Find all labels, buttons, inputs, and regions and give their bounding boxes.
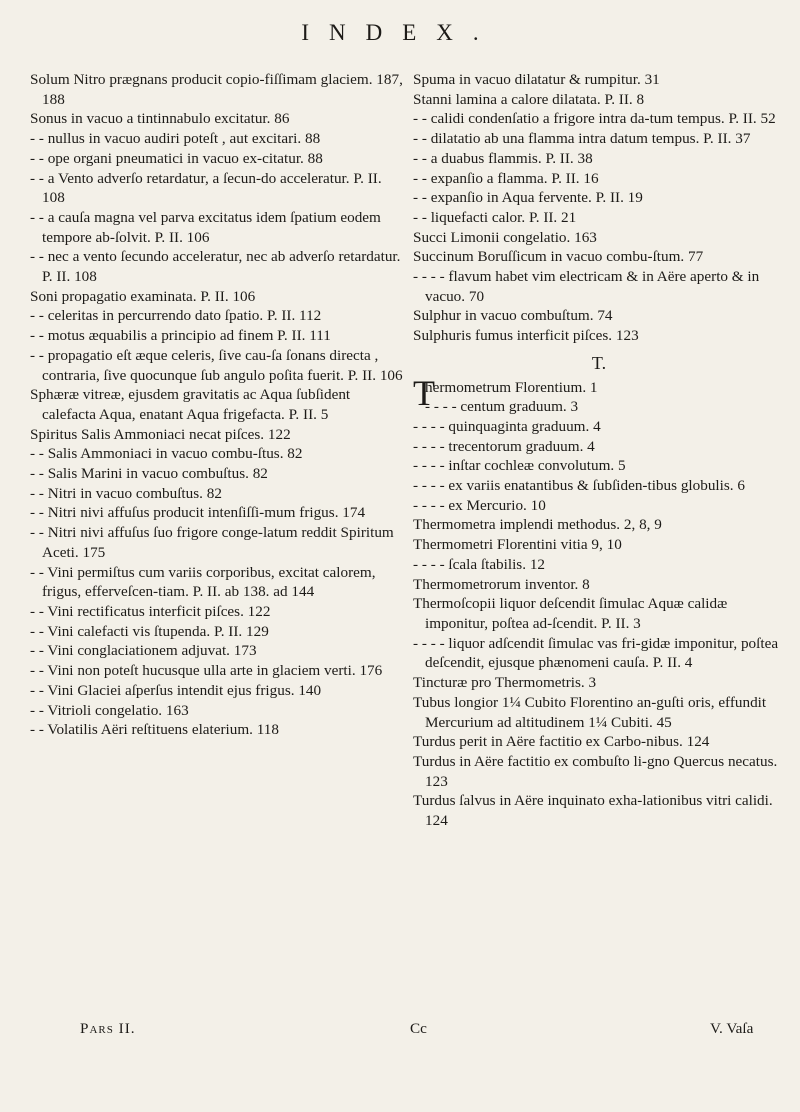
index-entry: - - - - ex variis enatantibus & ſubſiden-tibus globulis. 6 xyxy=(413,477,745,495)
index-entry: Thermoſcopii liquor deſcendit ſimulac Aquæ calidæ imponitur, poſtea ad-ſcendit. P. II. 3 xyxy=(413,595,728,632)
index-entry: - - a Vento adverſo retardatur, a ſecun-do acceleratur. P. II. 108 xyxy=(30,169,382,207)
index-entry: - - Volatilis Aëri reſtituens elaterium. 118 xyxy=(30,721,279,739)
index-entry: - - nullus in vacuo audiri poteſt , aut excitari. 88 xyxy=(30,130,321,148)
index-entry: - - Vini Glaciei aſperſus intendit ejus frigus. 140 xyxy=(30,681,322,699)
index-entry: - - ope organi pneumatici in vacuo ex-citatur. 88 xyxy=(30,149,323,167)
index-entry: Thermometri Florentini vitia 9, 10 xyxy=(413,536,622,554)
index-entry: - - a duabus flammis. P. II. 38 xyxy=(413,149,593,167)
index-entry: - - - - trecentorum graduum. 4 xyxy=(413,437,595,455)
index-entry: Solum Nitro prægnans producit copio-fiſſimam glaciem. 187, 188 xyxy=(30,71,403,108)
index-entry: - - a cauſa magna vel parva excitatus idem ſpatium eodem tempore ab-ſolvit. P. II. 106 xyxy=(30,208,381,246)
signature-mark: Cc xyxy=(410,1020,427,1037)
index-entry: - - Vini non poteſt hucusque ulla arte in glaciem verti. 176 xyxy=(30,662,383,680)
index-entry: - - Salis Ammoniaci in vacuo combu-ſtus. 82 xyxy=(30,445,303,463)
index-entry: - - Vini calefacti vis ſtupenda. P. II. 129 xyxy=(30,622,269,640)
index-entry: Sonus in vacuo a tintinnabulo excitatur. 86 xyxy=(30,110,290,128)
index-entry: Succinum Boruſſicum in vacuo combu-ſtum. 77 xyxy=(413,248,704,266)
index-entry: - - dilatatio ab una flamma intra datum tempus. P. II. 37 xyxy=(413,130,751,148)
index-entry: Tubus longior 1¼ Cubito Florentino an-guſti oris, effundit Mercurium ad altitudinem 1¼ Cubiti. 45 xyxy=(413,693,767,731)
index-entry: Stanni lamina a calore dilatata. P. II. 8 xyxy=(413,90,645,108)
index-entry: Sulphuris fumus interficit piſces. 123 xyxy=(413,327,639,345)
right-column xyxy=(413,70,785,831)
page-title: INDEX. xyxy=(301,20,499,45)
index-entry: - - Salis Marini in vacuo combuſtus. 82 xyxy=(30,465,268,483)
index-entry: - - expanſio in Aqua fervente. P. II. 19 xyxy=(413,189,643,207)
signature-label: Pars II. xyxy=(80,1020,136,1037)
index-entry: Turdus perit in Aëre factitio ex Carbo-nibus. 124 xyxy=(413,733,710,751)
index-entry: - - - - ſcala ſtabilis. 12 xyxy=(413,555,546,573)
index-entry: - - Vini rectificatus interficit piſces. 122 xyxy=(30,602,271,620)
index-entry: - - propagatio eſt æque celeris, ſive cau-ſa ſonans directa , contraria, ſive quocunque ſub angulo poſita fuerit. P. II. 106 xyxy=(30,346,403,384)
index-entry: Turdus ſalvus in Aëre inquinato exha-lationibus vitri calidi. 124 xyxy=(413,792,773,830)
index-entry: Tincturæ pro Thermometris. 3 xyxy=(413,674,597,692)
index-entry: - - motus æquabilis a principio ad finem P. II. 111 xyxy=(30,327,331,345)
index-entry: Turdus in Aëre factitio ex combuſto li-gno Quercus necatus. 123 xyxy=(413,752,778,790)
index-entry: Thermometrum Florentium. 1 xyxy=(413,372,598,413)
index-entry: - - expanſio a flamma. P. II. 16 xyxy=(413,169,599,187)
index-entry: Spuma in vacuo dilatatur & rumpitur. 31 xyxy=(413,71,660,88)
index-entry: - - - - centum graduum. 3 xyxy=(425,398,579,416)
index-entry: Thermometrorum inventor. 8 xyxy=(413,575,590,593)
index-entry: Succi Limonii congelatio. 163 xyxy=(413,228,597,246)
index-entry: - - - - ex Mercurio. 10 xyxy=(413,496,546,514)
index-entry: - - - - quinquaginta graduum. 4 xyxy=(413,417,601,435)
index-entry: - - liquefacti calor. P. II. 21 xyxy=(413,208,577,226)
index-entry: - - Vini permiſtus cum variis corporibus, excitat calorem, frigus, efferveſcen-tiam. P. II. ab 138. ad 144 xyxy=(30,563,376,601)
index-entry: Sulphur in vacuo combuſtum. 74 xyxy=(413,307,613,325)
index-entry: - - Vini conglaciationem adjuvat. 173 xyxy=(30,642,257,660)
index-entry: - - Nitri in vacuo combuſtus. 82 xyxy=(30,484,222,502)
index-entry: Sphæræ vitreæ, ejusdem gravitatis ac Aqua ſubſident calefacta Aqua, enatant Aqua frigefacta. P. II. 5 xyxy=(30,386,351,423)
section-letter: T. xyxy=(591,352,607,373)
index-entry: - - Nitri nivi affuſus ſuo frigore conge-latum reddit Spiritum Aceti. 175 xyxy=(30,524,394,561)
index-entry: Thermometra implendi methodus. 2, 8, 9 xyxy=(413,516,662,534)
index-entry: - - - - inſtar cochleæ convolutum. 5 xyxy=(413,457,626,475)
index-entry: Soni propagatio examinata. P. II. 106 xyxy=(30,287,256,305)
index-entry: - - - - flavum habet vim electricam & in Aëre aperto & in vacuo. 70 xyxy=(413,268,760,305)
left-column xyxy=(30,70,405,740)
index-entry: - - calidi condenſatio a frigore intra da-tum tempus. P. II. 52 xyxy=(413,110,776,128)
index-entry: - - Vitrioli congelatio. 163 xyxy=(30,701,189,719)
index-entry: - - nec a vento ſecundo acceleratur, nec ab adverſo retardatur. P. II. 108 xyxy=(30,248,401,286)
index-entry: Spiritus Salis Ammoniaci necat piſces. 122 xyxy=(30,425,291,443)
index-entry: - - celeritas in percurrendo dato ſpatio. P. II. 112 xyxy=(30,307,322,325)
catchword: V. Vaſa xyxy=(710,1020,754,1037)
index-entry: - - - - liquor adſcendit ſimulac vas fri-gidæ imponitur, poſtea deſcendit, ejusque phænomeni cauſa. P. II. 4 xyxy=(413,634,779,672)
index-entry: - - Nitri nivi affuſus producit intenſiſſi-mum frigus. 174 xyxy=(30,504,366,522)
